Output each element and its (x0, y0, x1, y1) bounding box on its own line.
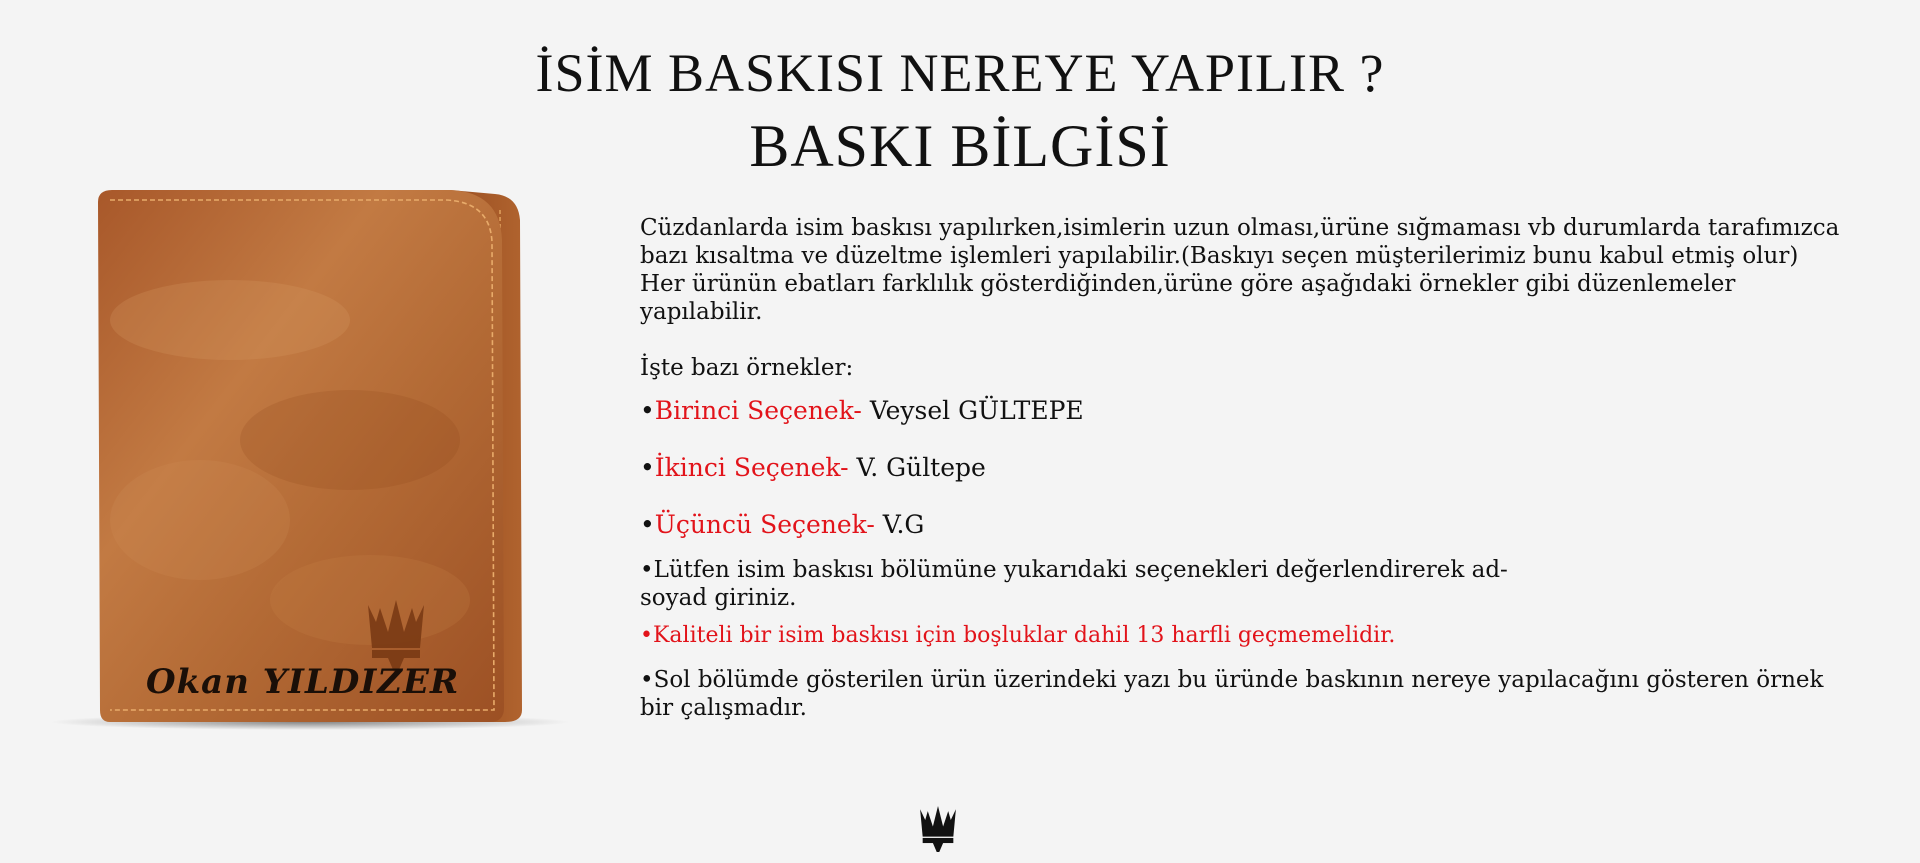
option-label: Üçüncü Seçenek- (654, 510, 875, 539)
note-letter-limit: •Kaliteli bir isim baskısı için boşluklar dahil 13 harfli geçmemelidir. (640, 623, 1396, 648)
intro-paragraph: Cüzdanlarda isim baskısı yapılırken,isimlerin uzun olması,ürüne sığmaması vb durumlarda tarafımızca bazı kısaltma ve düzeltme işlemleri yapılabilir.(Baskıyı seçen müşterilerimiz bunu kabul etmiş olur) Her ürünün ebatları farklılık gösterdiğinden,ürüne göre aşağıdaki örnekler gibi düzenlemeler yapılabilir. (640, 215, 1840, 325)
option-label: Birinci Seçenek- (654, 396, 862, 425)
option-value: V. Gültepe (848, 453, 986, 482)
note-sample-print: •Sol bölümde gösterilen ürün üzerindeki yazı bu üründe baskının nereye yapılacağını gösteren örnek bir çalışmadır. (640, 667, 1824, 721)
option-value: V.G (874, 510, 925, 539)
note-enter-name: •Lütfen isim baskısı bölümüne yukarıdaki seçenekleri değerlendirerek ad-soyad giriniz. (640, 557, 1508, 611)
crown-trident-icon (918, 806, 958, 852)
option-2 (640, 453, 1880, 483)
examples-label: İşte bazı örnekler: (640, 355, 854, 381)
option-bullet: • (640, 510, 655, 539)
wallet-product-image (50, 180, 570, 740)
page-subtitle: BASKI BİLGİSİ (749, 113, 1171, 179)
option-bullet: • (640, 453, 655, 482)
option-value: Veysel GÜLTEPE (861, 396, 1084, 425)
emboss-name: Okan YILDIZER (146, 662, 460, 702)
option-label: İkinci Seçenek- (654, 453, 849, 482)
option-bullet: • (640, 396, 655, 425)
footer-logo (918, 806, 958, 852)
info-content (640, 214, 1880, 722)
page-title: İSİM BASKISI NEREYE YAPILIR ? (535, 43, 1385, 103)
option-1 (640, 396, 1880, 426)
option-3 (640, 510, 1880, 540)
